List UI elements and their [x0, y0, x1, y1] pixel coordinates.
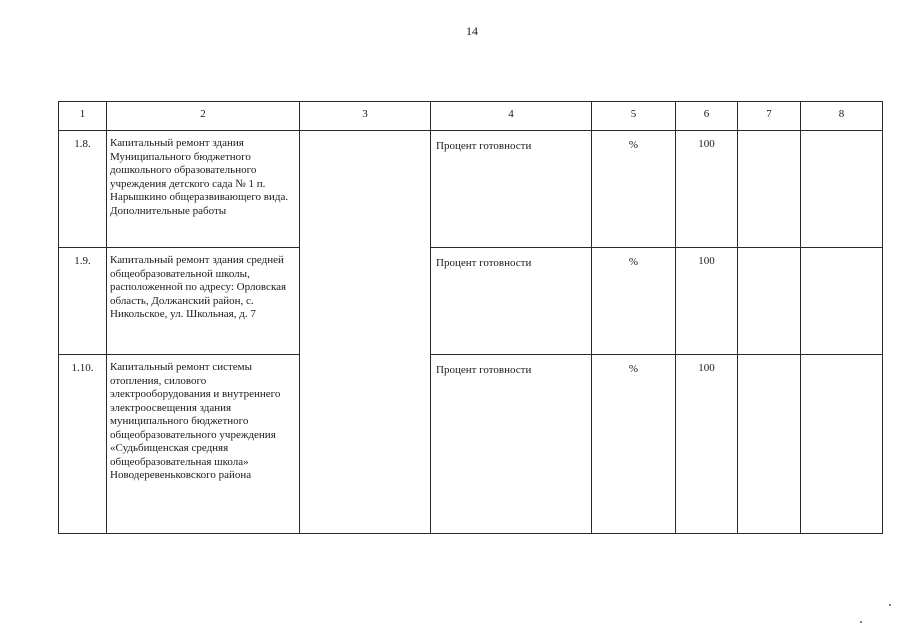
work-name: Капитальный ремонт здания средней общеобразовательной школы, расположенной по адресу: Орловская область, Должанский район, с. Никольское, ул. Школьная, д. 7	[107, 248, 300, 355]
table-header-row	[59, 102, 883, 131]
table-row	[59, 131, 883, 248]
column-header-4: 4	[431, 102, 592, 131]
indicator-name: Процент готовности	[431, 248, 592, 355]
column-8-cell	[801, 355, 883, 534]
column-3-cell	[300, 131, 431, 534]
column-7-cell	[738, 131, 801, 248]
value-cell: 100	[676, 248, 738, 355]
column-header-3: 3	[300, 102, 431, 131]
unit-cell: %	[592, 131, 676, 248]
value-cell: 100	[676, 131, 738, 248]
column-header-8: 8	[801, 102, 883, 131]
column-header-7: 7	[738, 102, 801, 131]
row-number: 1.9.	[59, 248, 107, 355]
column-header-5: 5	[592, 102, 676, 131]
column-header-1: 1	[59, 102, 107, 131]
work-name: Капитальный ремонт системы отопления, силового электрооборудования и внутреннего электроосвещения здания муниципального бюджетного общеобразовательного учреждения «Судьбищенская средняя общеобразовательная школа» Новодеревеньковского района	[107, 355, 300, 534]
column-7-cell	[738, 355, 801, 534]
scan-speck	[889, 604, 891, 606]
column-8-cell	[801, 131, 883, 248]
unit-cell: %	[592, 355, 676, 534]
value-cell: 100	[676, 355, 738, 534]
scan-speck	[860, 621, 862, 623]
work-name: Капитальный ремонт здания Муниципального бюджетного дошкольного образовательного учреждения детского сада № 1 п. Нарышкино общеразвивающего вида. Дополнительные работы	[107, 131, 300, 248]
indicator-name: Процент готовности	[431, 131, 592, 248]
column-7-cell	[738, 248, 801, 355]
column-8-cell	[801, 248, 883, 355]
column-header-2: 2	[107, 102, 300, 131]
page-number: 14	[466, 24, 478, 38]
column-header-6: 6	[676, 102, 738, 131]
data-table	[58, 101, 883, 534]
table-row	[59, 355, 883, 534]
row-number: 1.8.	[59, 131, 107, 248]
indicator-name: Процент готовности	[431, 355, 592, 534]
table-row	[59, 248, 883, 355]
row-number: 1.10.	[59, 355, 107, 534]
unit-cell: %	[592, 248, 676, 355]
